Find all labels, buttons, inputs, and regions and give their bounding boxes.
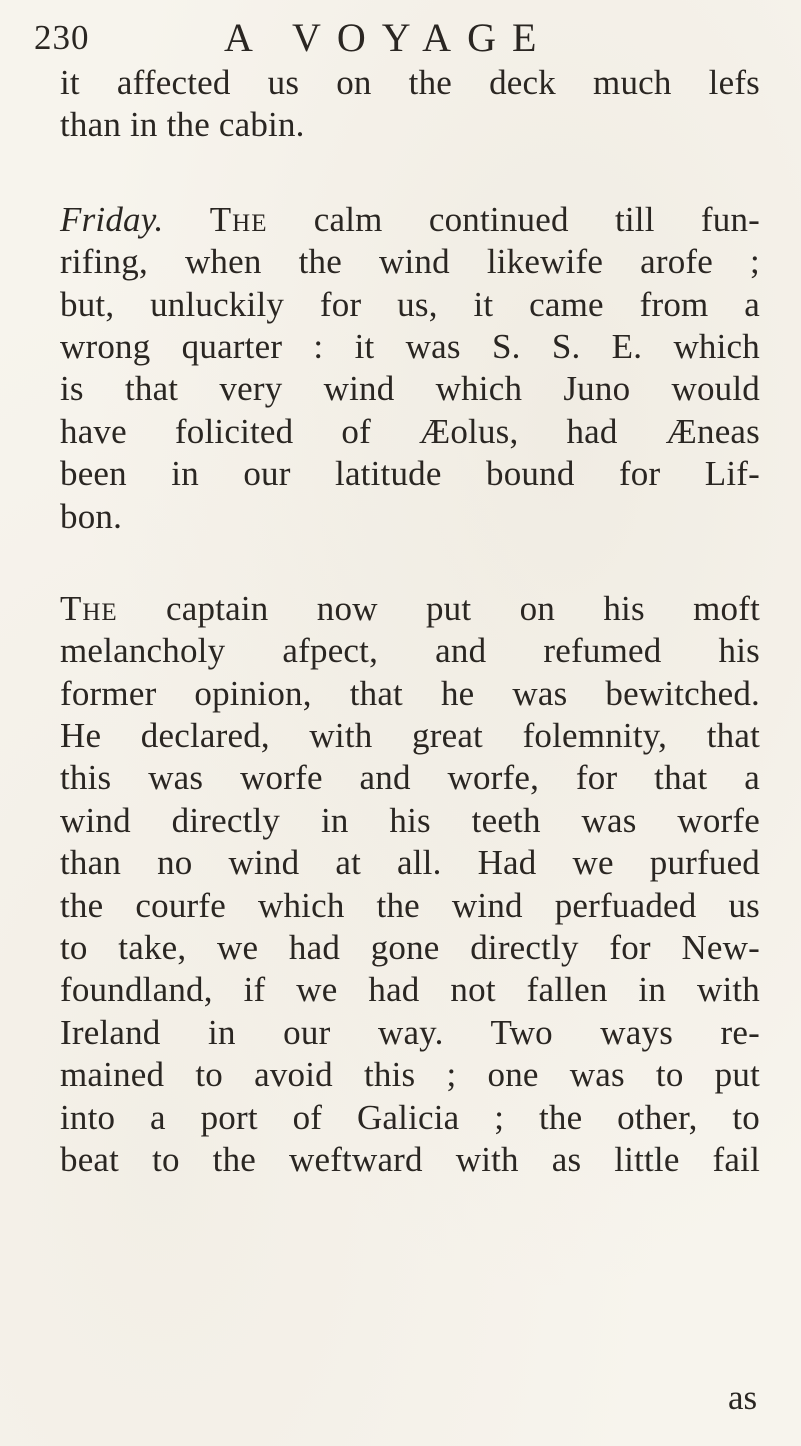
text-line: melancholy afpect, and refumed his bbox=[60, 631, 760, 671]
paragraph-lead-word: The bbox=[60, 588, 118, 628]
body-text bbox=[60, 62, 760, 1181]
text-line: He declared, with great folemnity, that bbox=[60, 716, 760, 756]
text-line-rest: captain now put on his moft bbox=[166, 588, 760, 628]
text-line: wind directly in his teeth was worfe bbox=[60, 800, 760, 840]
text-line: have folicited of Æolus, had Æneas bbox=[60, 411, 760, 451]
text-line: beat to the weftward with as little fail bbox=[60, 1139, 760, 1179]
text-line: into a port of Galicia ; the other, to bbox=[60, 1097, 760, 1137]
paragraph-gap bbox=[60, 147, 760, 199]
text-line: it affected us on the deck much lefs bbox=[60, 63, 760, 102]
text-line: rifing, when the wind likewife arofe ; bbox=[60, 242, 760, 282]
text-line: than no wind at all. Had we purfued bbox=[60, 843, 760, 883]
paragraph-gap bbox=[60, 538, 760, 588]
text-line: than in the cabin. bbox=[60, 105, 305, 145]
page-header bbox=[34, 4, 774, 60]
text-line: the courfe which the wind perfuaded us bbox=[60, 885, 760, 925]
text-line bbox=[60, 588, 760, 630]
running-head: A VOYAGE bbox=[224, 15, 553, 60]
text-line: Ireland in our way. Two ways re- bbox=[60, 1012, 760, 1052]
text-line: bon. bbox=[60, 496, 123, 536]
text-line: this was worfe and worfe, for that a bbox=[60, 758, 760, 798]
text-line: is that very wind which Juno would bbox=[60, 369, 760, 409]
text-line: former opinion, that he was bewitched. bbox=[60, 673, 760, 713]
text-line: foundland, if we had not fallen in with bbox=[60, 970, 760, 1010]
page-number: 230 bbox=[34, 18, 90, 57]
text-line bbox=[60, 199, 760, 241]
text-line: been in our latitude bound for Lif- bbox=[60, 454, 760, 494]
day-heading: Friday. bbox=[60, 199, 164, 239]
paragraph-lead-word: The bbox=[209, 199, 268, 239]
text-line: to take, we had gone directly for New- bbox=[60, 928, 760, 968]
catchword: as bbox=[728, 1378, 758, 1417]
text-line: wrong quarter : it was S. S. E. which bbox=[60, 326, 760, 366]
text-line-rest: calm continued till fun- bbox=[313, 199, 761, 239]
text-line: but, unluckily for us, it came from a bbox=[60, 284, 760, 324]
text-line: mained to avoid this ; one was to put bbox=[60, 1055, 760, 1095]
